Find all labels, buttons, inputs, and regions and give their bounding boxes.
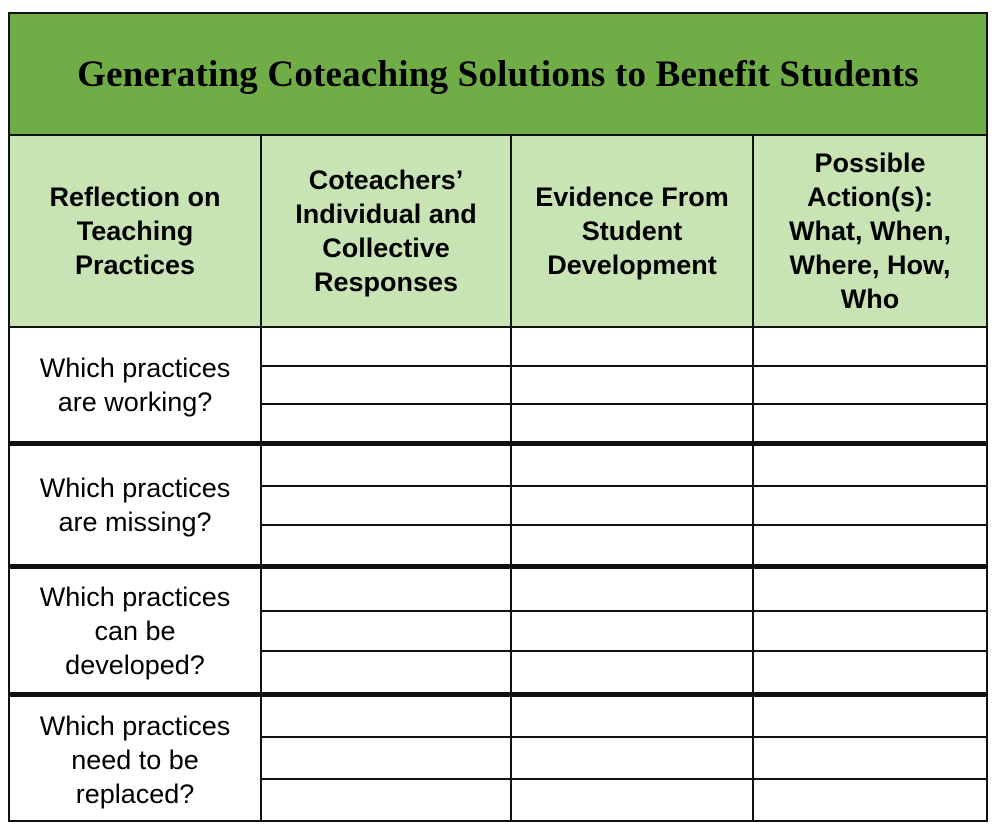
question-line: Which practices [39, 473, 231, 503]
worksheet-table [8, 12, 988, 822]
header-line: Evidence From [535, 182, 729, 212]
header-line: Development [547, 250, 717, 280]
question-line: Which practices [39, 581, 231, 612]
header-actions [754, 136, 986, 326]
question-line: are missing? [58, 507, 212, 537]
question-developed [10, 569, 260, 692]
question-line: need to be [71, 744, 199, 775]
title-bar [10, 14, 986, 136]
header-reflection [10, 136, 260, 326]
header-line: Responses [313, 267, 459, 297]
header-evidence [512, 136, 752, 326]
row-divider [262, 365, 986, 367]
question-line: Which practices [39, 710, 231, 741]
row-divider [262, 524, 986, 526]
row-divider [262, 778, 986, 780]
header-line: What, When, [789, 216, 951, 246]
question-line: Which practices [39, 352, 231, 383]
header-line: Practices [74, 250, 196, 280]
row-divider [262, 610, 986, 612]
header-responses [262, 136, 510, 326]
header-line: Teaching [76, 216, 194, 246]
page-title: Generating Coteaching Solutions to Benefit Students [77, 53, 919, 95]
header-line: Student [581, 216, 683, 246]
row-divider [262, 650, 986, 652]
header-line: Reflection on [49, 182, 221, 212]
question-line: replaced? [75, 778, 195, 809]
header-line: Who [840, 284, 900, 314]
row-divider [262, 403, 986, 405]
row-divider [262, 736, 986, 738]
header-row [10, 136, 986, 328]
question-working [10, 328, 260, 441]
column-divider [752, 136, 754, 822]
question-line: can be [94, 615, 176, 646]
header-line: Where, How, [789, 250, 951, 280]
column-divider [260, 136, 262, 822]
question-line: are working? [57, 386, 213, 417]
column-divider [510, 136, 512, 822]
row-divider [262, 485, 986, 487]
header-line: Possible [814, 148, 926, 178]
question-missing [10, 446, 260, 564]
header-line: Action(s): [807, 182, 933, 212]
header-line: Collective [322, 233, 450, 263]
question-replaced [10, 697, 260, 822]
header-line: Coteachers’ [308, 165, 464, 195]
question-line: developed? [65, 649, 205, 680]
header-line: Individual and [295, 199, 477, 229]
